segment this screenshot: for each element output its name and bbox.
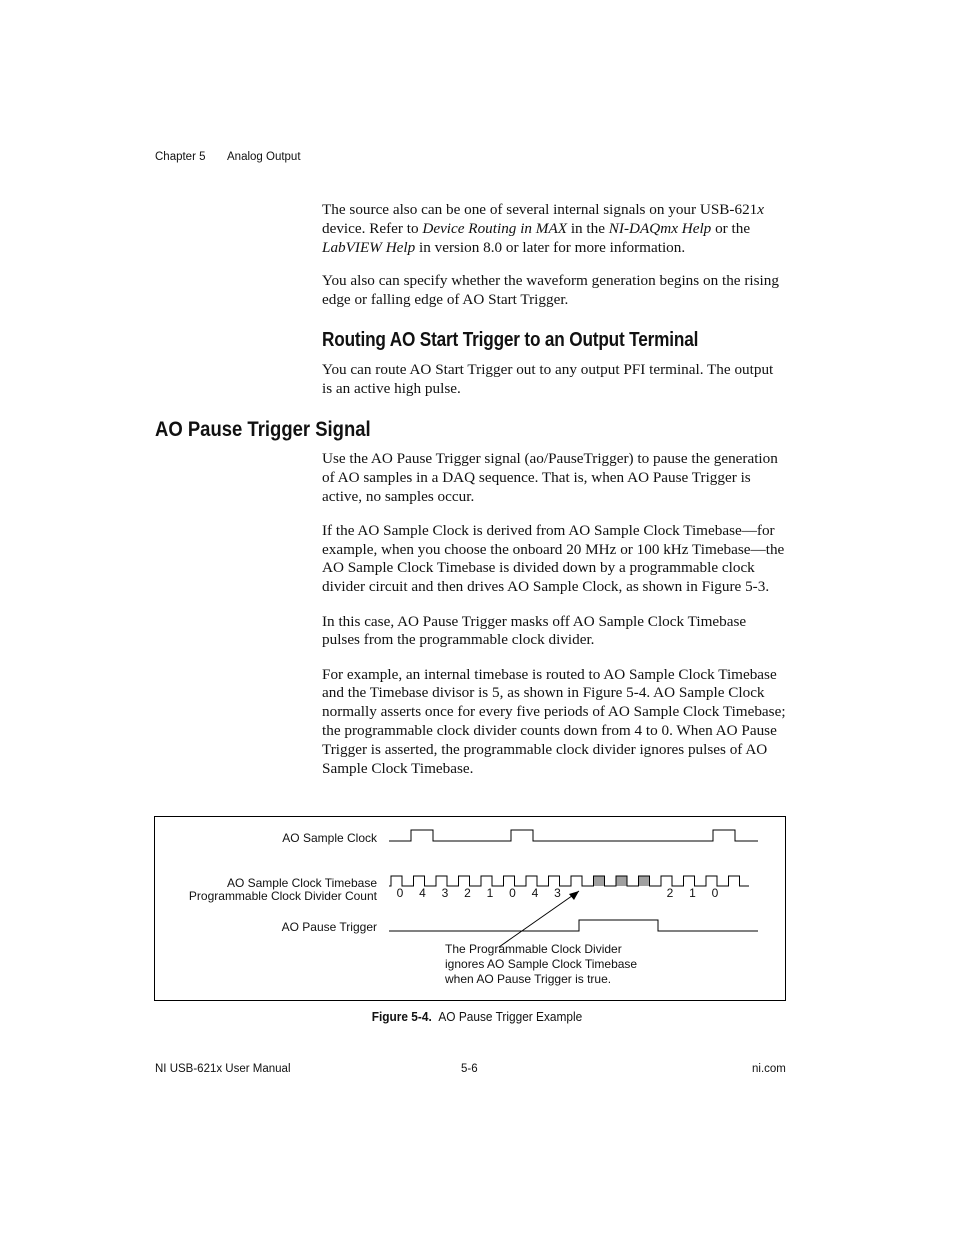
masked-timebase-pulse (639, 876, 650, 886)
caption-text: AO Pause Trigger Example (438, 1010, 583, 1024)
footer-website: ni.com (752, 1063, 786, 1075)
masked-timebase-pulse (616, 876, 627, 886)
divider-count-label: 2 (666, 886, 674, 900)
intro-paragraph: The source also can be one of several internal signals on your USB-621x device. Refer to Device Routing in MAX in the NI-DAQmx Help or the LabVIEW Help in version 8.0 or later for more information. (322, 201, 765, 256)
divider-count-label: 3 (554, 886, 561, 900)
pause-heading: AO Pause Trigger Signal (155, 418, 371, 441)
header-chapter: Chapter 5 (155, 151, 206, 163)
italic-term: NI-DAQmx Help (608, 219, 712, 237)
divider-count-labels (397, 886, 719, 900)
divider-count-label: 3 (441, 886, 449, 900)
sample-clock-waveform (389, 830, 758, 841)
masked-pulses (594, 876, 650, 886)
divider-count-label: 0 (711, 886, 719, 900)
pause-paragraph: In this case, AO Pause Trigger masks off AO Sample Clock Timebase pulses from the programmable clock divider. (322, 612, 747, 649)
pause-paragraph: If the AO Sample Clock is derived from AO Sample Clock Timebase—for example, when you choose the onboard 20 MHz or 100 kHz Timebase—the AO Sample Clock Timebase is divided down by a programmable clock divider circuit and then drives AO Sample Clock, as shown in Figure 5-3. (322, 521, 785, 596)
italic-term: x (757, 201, 765, 218)
label-divider-count: Programmable Clock Divider Count (188, 889, 377, 903)
routing-heading: Routing AO Start Trigger to an Output Terminal (322, 329, 699, 351)
italic-term: Device Routing in MAX (422, 219, 568, 237)
divider-count-label: 0 (509, 886, 516, 900)
divider-count-label: 2 (464, 886, 471, 900)
italic-term: LabVIEW Help (322, 238, 416, 256)
label-pause-trigger: AO Pause Trigger (281, 920, 377, 934)
pause-text (322, 450, 786, 778)
annotation-line-3: when AO Pause Trigger is true. (445, 972, 612, 986)
footer-page-number: 5-6 (461, 1063, 478, 1075)
annotation-line-1: The Programmable Clock Divider (445, 942, 622, 956)
caption-number: Figure 5-4. (371, 1010, 432, 1024)
label-timebase: AO Sample Clock Timebase (226, 876, 377, 890)
pause-paragraph: For example, an internal timebase is routed to AO Sample Clock Timebase and the Timebase divisor is 5, as shown in Figure 5-4. AO Sample Clock normally asserts once for every five periods of AO Sample Clock Timebase; the programmable clock divider counts down from 4 to 0. When AO Pause Trigger is asserted, the programmable clock divider ignores pulses of AO Sample Clock Timebase. (322, 665, 786, 777)
intro-paragraph: You also can specify whether the waveform generation begins on the rising edge or falling edge of AO Start Trigger. (322, 272, 779, 309)
figure-caption (24, 1010, 930, 1024)
divider-count-label: 1 (486, 886, 494, 900)
masked-timebase-pulse (594, 876, 605, 886)
annotation-arrowhead (569, 891, 579, 900)
divider-count-label: 0 (396, 886, 404, 900)
routing-text (322, 361, 786, 399)
timing-diagram-svg (155, 817, 785, 1000)
divider-count-label: 1 (689, 886, 696, 900)
intro-text (322, 201, 786, 310)
timing-diagram (154, 816, 786, 1001)
footer-manual-title: NI USB-621x User Manual (155, 1063, 291, 1075)
divider-count-label: 4 (531, 886, 539, 900)
header-title: Analog Output (227, 151, 301, 163)
divider-count-label: 4 (419, 886, 426, 900)
label-sample-clock: AO Sample Clock (282, 831, 377, 845)
annotation-line-2: ignores AO Sample Clock Timebase (445, 957, 638, 971)
pause-trigger-waveform (389, 920, 758, 931)
timebase-waveform (389, 876, 749, 886)
routing-paragraph: You can route AO Start Trigger out to any output PFI terminal. The output is an active high pulse. (322, 361, 774, 397)
pause-paragraph: Use the AO Pause Trigger signal (ao/PauseTrigger) to pause the generation of AO samples in a DAQ sequence. That is, when AO Pause Trigger is active, no samples occur. (322, 450, 778, 505)
